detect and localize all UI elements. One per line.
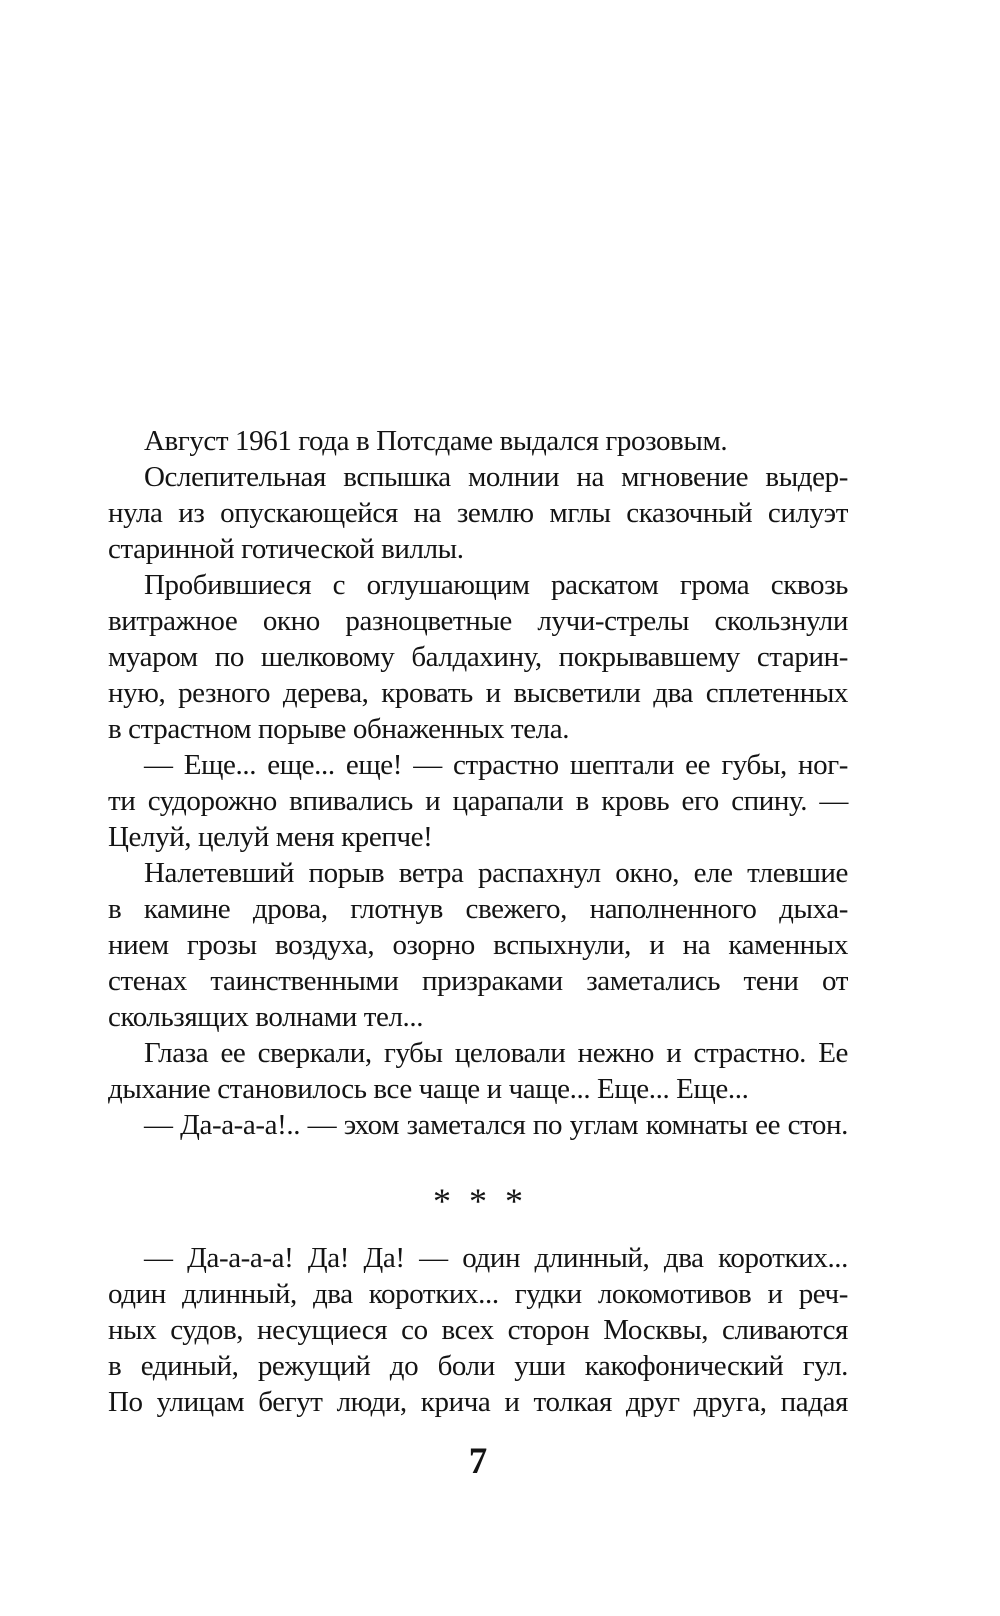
paragraph (108, 747, 848, 855)
text-line: ную, резного дерева, кровать и высветили два сплетенных (108, 677, 848, 709)
text-line: ти судорожно впивались и царапали в кровь его спину. — (108, 785, 848, 817)
page-number: 7 (468, 1441, 488, 1482)
text-line: Ослепительная вспышка молнии на мгновение выдер- (144, 461, 848, 493)
paragraph (108, 1035, 848, 1107)
paragraph (108, 855, 848, 1035)
body-text-section-1 (108, 423, 848, 1143)
paragraph (108, 1240, 848, 1420)
paragraph (108, 423, 848, 459)
text-line: в единый, режущий до боли уши какофонический гул. (108, 1350, 848, 1382)
text-line: — Да-а-а-а!.. — эхом заметался по углам комнаты ее стон. (144, 1109, 848, 1141)
paragraph (108, 1107, 848, 1143)
text-line: Целуй, целуй меня крепче! (108, 821, 433, 853)
text-line: витражное окно разноцветные лучи-стрелы скользнули (108, 605, 848, 637)
paragraph (108, 567, 848, 747)
text-line: муаром по шелковому балдахину, покрывавшему старин- (108, 641, 848, 673)
text-line: скользящих волнами тел... (108, 1001, 424, 1033)
paragraph (108, 459, 848, 567)
text-line: По улицам бегут люди, крича и толкая друг друга, падая (108, 1386, 848, 1418)
text-line: один длинный, два коротких... гудки локомотивов и реч- (108, 1278, 848, 1310)
text-line: — Да-а-а-а! Да! Да! — один длинный, два коротких... (144, 1242, 848, 1274)
text-line: Пробившиеся с оглушающим раскатом грома сквозь (144, 569, 848, 601)
text-line: нула из опускающейся на землю мглы сказочный силуэт (108, 497, 848, 529)
text-line: Глаза ее сверкали, губы целовали нежно и страстно. Ее (144, 1037, 848, 1069)
text-line: стенах таинственными призраками заметались тени от (108, 965, 848, 997)
text-line: в камине дрова, глотнув свежего, наполненного дыха- (108, 893, 848, 925)
text-line: Налетевший порыв ветра распахнул окно, еле тлевшие (144, 857, 848, 889)
body-text-section-2 (108, 1240, 848, 1420)
text-line: старинной готической виллы. (108, 533, 464, 565)
text-line: ных судов, несущиеся со всех сторон Москвы, сливаются (108, 1314, 848, 1346)
text-line: — Еще... еще... еще! — страстно шептали ее губы, ног- (144, 749, 848, 781)
text-line: дыхание становилось все чаще и чаще... Еще... Еще... (108, 1073, 749, 1105)
text-line: Август 1961 года в Потсдаме выдался грозовым. (144, 425, 728, 457)
text-line: нием грозы воздуха, озорно вспыхнули, и на каменных (108, 929, 848, 961)
text-line: в страстном порыве обнаженных тела. (108, 713, 570, 745)
scene-break-separator: * * * (433, 1181, 523, 1221)
